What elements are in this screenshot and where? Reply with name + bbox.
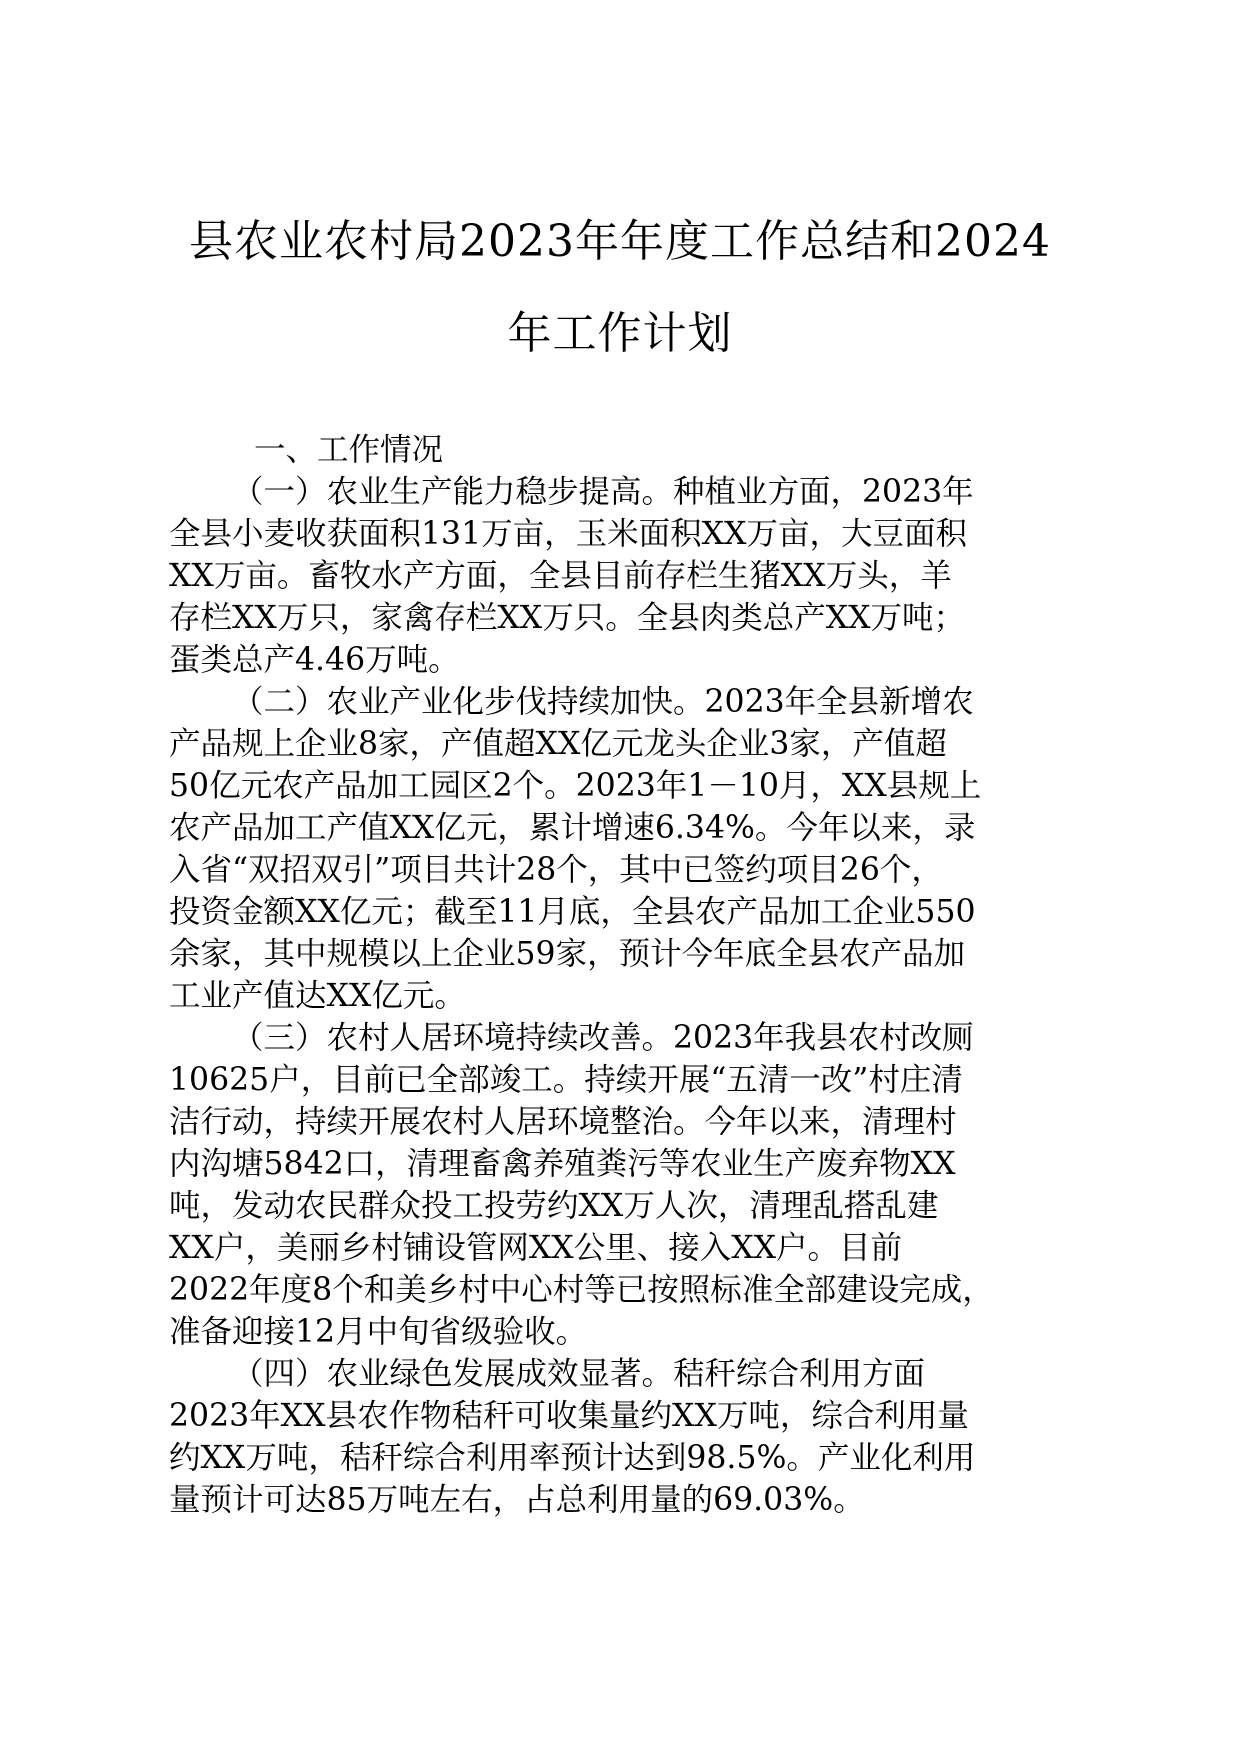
paragraph-2-line-4: 农产品加工产值XX亿元，累计增速6.34%。今年以来，录 [169, 810, 976, 846]
paragraph-2-line-5: 入省“双招双引”项目共计28个，其中已签约项目26个， [169, 852, 943, 888]
paragraph-1-line-2: 全县小麦收获面积131万亩，玉米面积XX万亩，大豆面积 [169, 516, 967, 552]
paragraph-1-line-5: 蛋类总产4.46万吨。 [169, 642, 460, 678]
paragraph-3-line-7: 2022年度8个和美乡村中心村等已按照标准全部建设完成， [169, 1272, 994, 1308]
paragraph-1-line-1: （一）农业生产能力稳步提高。种植业方面，2023年 [232, 474, 974, 510]
paragraph-1-line-3: XX万亩。畜牧水产方面，全县目前存栏生猪XX万头，羊 [169, 558, 952, 594]
document-title-line-2: 年工作计划 [507, 308, 733, 359]
paragraph-4-line-1: （四）农业绿色发展成效显著。秸秆综合利用方面 [232, 1356, 926, 1392]
paragraph-2-line-6: 投资金额XX亿元；截至11月底，全县农产品加工企业550 [169, 894, 976, 930]
paragraph-3-line-3: 洁行动，持续开展农村人居环境整治。今年以来，清理村 [169, 1104, 957, 1140]
section-heading: 一、工作情况 [254, 432, 444, 468]
paragraph-2-line-7: 余家，其中规模以上企业59家，预计今年底全县农产品加 [169, 936, 966, 972]
paragraph-4-line-3: 约XX万吨，秸秆综合利用率预计达到98.5%。产业化利用 [169, 1440, 976, 1476]
paragraph-3-line-8: 准备迎接12月中旬省级验收。 [169, 1314, 588, 1350]
paragraph-2-line-3: 50亿元农产品加工园区2个。2023年1－10月，XX县规上 [169, 768, 982, 804]
paragraph-4-line-4: 量预计可达85万吨左右，占总利用量的69.03%。 [169, 1482, 865, 1518]
paragraph-3-line-6: XX户，美丽乡村铺设管网XX公里、接入XX户。目前 [169, 1230, 903, 1266]
document-title-line-1: 县农业农村局2023年年度工作总结和2024 [189, 216, 1051, 267]
paragraph-3-line-5: 吨，发动农民群众投工投劳约XX万人次，清理乱搭乱建 [169, 1188, 939, 1224]
paragraph-3-line-2: 10625户，目前已全部竣工。持续开展“五清一改”村庄清 [169, 1062, 963, 1098]
paragraph-2-line-1: （二）农业产业化步伐持续加快。2023年全县新增农 [232, 684, 974, 720]
paragraph-2-line-8: 工业产值达XX亿元。 [169, 978, 466, 1014]
paragraph-1-line-4: 存栏XX万只，家禽存栏XX万只。全县肉类总产XX万吨； [169, 600, 966, 636]
paragraph-3-line-1: （三）农村人居环境持续改善。2023年我县农村改厕 [232, 1020, 974, 1056]
paragraph-3-line-4: 内沟塘5842口，清理畜禽养殖粪污等农业生产废弃物XX [169, 1146, 956, 1182]
paragraph-2-line-2: 产品规上企业8家，产值超XX亿元龙头企业3家，产值超 [169, 726, 947, 762]
paragraph-4-line-2: 2023年XX县农作物秸秆可收集量约XX万吨，综合利用量 [169, 1398, 969, 1434]
